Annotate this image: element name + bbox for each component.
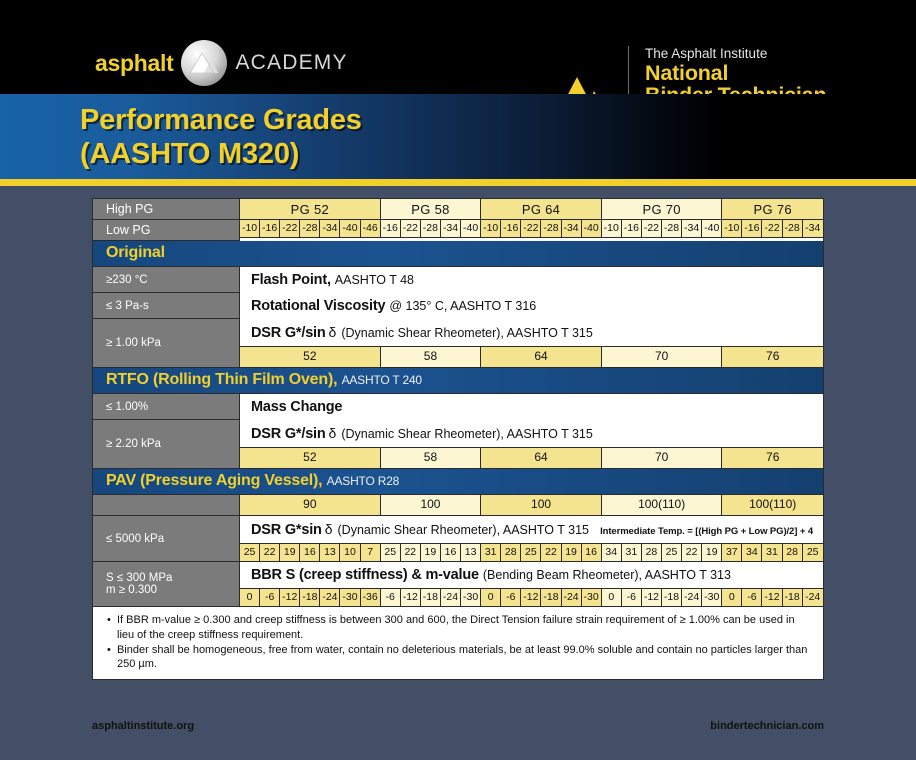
low-pg-cell: -16 bbox=[260, 220, 280, 238]
bbr-temp-cell: -30 bbox=[461, 589, 481, 607]
pav-dsr-temp-cell: 22 bbox=[541, 544, 561, 562]
bbr-temp-cell: -18 bbox=[421, 589, 441, 607]
pav-aging-value-cell: 100 bbox=[481, 495, 602, 516]
grade-group-pg-52: PG 52 bbox=[240, 199, 381, 220]
page-title-line-2: (AASHTO M320) bbox=[80, 137, 300, 170]
flash-point-test bbox=[240, 267, 823, 293]
pav-dsr-temp-cell: 19 bbox=[562, 544, 582, 562]
low-pg-cell: -10 bbox=[722, 220, 742, 238]
program-title-line-1: National bbox=[645, 61, 729, 85]
bbr-temp-cell: -18 bbox=[300, 589, 320, 607]
pav-dsr-temp-cell: 28 bbox=[501, 544, 521, 562]
bbr-temp-cell: -12 bbox=[401, 589, 421, 607]
rtfo-dsr-value-cell: 70 bbox=[602, 448, 723, 469]
row-rtfo-dsr bbox=[93, 420, 823, 469]
original-dsr-value-cell: 76 bbox=[722, 347, 823, 368]
rv-test bbox=[240, 293, 823, 319]
grade-group-pg-64: PG 64 bbox=[481, 199, 602, 220]
delta-symbol: δ bbox=[324, 521, 333, 537]
row-pav-dsr bbox=[93, 516, 823, 562]
performance-grade-table bbox=[92, 198, 824, 680]
bullet-icon: • bbox=[107, 643, 111, 656]
bbr-temp-cell: -12 bbox=[762, 589, 782, 607]
pav-dsr-temp-cell: 28 bbox=[783, 544, 803, 562]
original-dsr-value-cell: 58 bbox=[381, 347, 482, 368]
original-dsr-value-cell: 52 bbox=[240, 347, 381, 368]
bullet-icon: • bbox=[107, 614, 111, 627]
page-title bbox=[80, 104, 362, 171]
rtfo-dsr-spec: ≥ 2.20 kPa bbox=[106, 438, 161, 450]
low-pg-cell: -28 bbox=[662, 220, 682, 238]
flash-point-spec: ≥230 °C bbox=[106, 273, 148, 286]
low-pg-cell: -28 bbox=[300, 220, 320, 238]
footnote-item bbox=[107, 613, 811, 642]
bbr-temp-cell: -6 bbox=[381, 589, 401, 607]
pav-dsr-temperature-row bbox=[240, 544, 823, 562]
delta-symbol: δ bbox=[328, 425, 337, 441]
pav-dsr-temp-cell: 16 bbox=[441, 544, 461, 562]
pav-dsr-temp-cell: 25 bbox=[381, 544, 401, 562]
logo-academy-text: ACADEMY bbox=[235, 51, 348, 74]
original-dsr-name: DSR G*/sin bbox=[251, 325, 326, 341]
rtfo-dsr-test bbox=[240, 420, 823, 448]
low-pg-cell: -22 bbox=[642, 220, 662, 238]
page-title-line-1: Performance Grades bbox=[80, 104, 362, 136]
low-pg-cell: -34 bbox=[441, 220, 461, 238]
row-flash-point bbox=[93, 267, 823, 293]
section-title-pav: PAV (Pressure Aging Vessel), bbox=[106, 472, 323, 489]
rtfo-dsr-value-cell: 76 bbox=[722, 448, 823, 469]
original-dsr-value-cell: 70 bbox=[602, 347, 723, 368]
pav-dsr-temp-cell: 31 bbox=[622, 544, 642, 562]
grade-name-row bbox=[240, 199, 823, 220]
bbr-spec-line-1: S ≤ 300 MPa bbox=[106, 572, 173, 585]
bbr-test bbox=[240, 562, 823, 589]
original-dsr-value-cell: 64 bbox=[481, 347, 602, 368]
pav-dsr-temp-cell: 28 bbox=[642, 544, 662, 562]
mass-change-name: Mass Change bbox=[251, 399, 343, 415]
pav-aging-value-cell: 100(110) bbox=[602, 495, 723, 516]
asphalt-institute-link[interactable]: asphaltinstitute.org bbox=[92, 720, 195, 732]
bbr-temp-cell: -24 bbox=[562, 589, 582, 607]
asphalt-academy-logo bbox=[95, 40, 348, 86]
footnote-item bbox=[107, 643, 811, 672]
bbr-spec-line-2: m ≥ 0.300 bbox=[106, 584, 158, 597]
grade-group-pg-76: PG 76 bbox=[722, 199, 823, 220]
page-footer bbox=[92, 720, 824, 732]
pav-dsr-temp-cell: 25 bbox=[662, 544, 682, 562]
pav-aging-value-cell: 100 bbox=[381, 495, 482, 516]
pav-dsr-test bbox=[240, 516, 823, 544]
pav-dsr-temp-cell: 10 bbox=[340, 544, 360, 562]
pav-dsr-temp-cell: 19 bbox=[702, 544, 722, 562]
rv-name: Rotational Viscosity bbox=[251, 298, 386, 314]
rtfo-dsr-values-row bbox=[240, 448, 823, 469]
bbr-temp-cell: -18 bbox=[662, 589, 682, 607]
rtfo-dsr-value-cell: 52 bbox=[240, 448, 381, 469]
bbr-temp-cell: -30 bbox=[582, 589, 602, 607]
bbr-temp-cell: 0 bbox=[722, 589, 742, 607]
pav-dsr-temp-cell: 13 bbox=[320, 544, 340, 562]
section-header-rtfo bbox=[93, 368, 823, 394]
bbr-temp-cell: -6 bbox=[501, 589, 521, 607]
pav-dsr-standard: (Dynamic Shear Rheometer), AASHTO T 315 bbox=[337, 523, 590, 537]
pav-dsr-temp-cell: 16 bbox=[300, 544, 320, 562]
bbr-name: BBR S (creep stiffness) & m-value bbox=[251, 567, 479, 584]
intermediate-temp-note: Intermediate Temp. = [(High PG + Low PG)/2] + 4 bbox=[600, 526, 813, 537]
rtfo-dsr-value-cell: 58 bbox=[381, 448, 482, 469]
pav-aging-values-row bbox=[240, 495, 823, 516]
low-pg-cell: -22 bbox=[401, 220, 421, 238]
pav-dsr-temp-cell: 19 bbox=[421, 544, 441, 562]
grade-header-block bbox=[93, 199, 823, 241]
low-pg-cell: -28 bbox=[541, 220, 561, 238]
high-pg-label: High PG bbox=[93, 199, 239, 220]
yellow-divider-rule bbox=[0, 179, 916, 186]
bbr-temp-cell: -24 bbox=[682, 589, 702, 607]
low-pg-label: Low PG bbox=[106, 223, 151, 237]
original-dsr-standard: (Dynamic Shear Rheometer), AASHTO T 315 bbox=[341, 326, 593, 340]
flash-point-standard: AASHTO T 48 bbox=[334, 273, 414, 287]
footnote-text-2: Binder shall be homogeneous, free from water, contain no deleterious materials, be at least 99.0% soluble and contain no particles larger than 250 µm. bbox=[117, 643, 808, 671]
bbr-standard: (Bending Beam Rheometer), AASHTO T 313 bbox=[482, 568, 731, 583]
row-mass-change bbox=[93, 394, 823, 420]
pav-dsr-temp-cell: 34 bbox=[742, 544, 762, 562]
bbr-temp-cell: -30 bbox=[702, 589, 722, 607]
original-dsr-test bbox=[240, 319, 823, 347]
bbr-temp-cell: 0 bbox=[481, 589, 501, 607]
pav-dsr-temp-cell: 25 bbox=[521, 544, 541, 562]
bbr-temp-cell: -30 bbox=[340, 589, 360, 607]
low-pg-cell: -46 bbox=[361, 220, 381, 238]
flash-point-name: Flash Point, bbox=[251, 272, 331, 288]
bbr-temp-cell: -24 bbox=[441, 589, 461, 607]
low-pg-cell: -34 bbox=[682, 220, 702, 238]
section-standard-rtfo: AASHTO T 240 bbox=[341, 373, 422, 387]
low-pg-cell: -40 bbox=[702, 220, 722, 238]
bbr-temp-cell: -12 bbox=[521, 589, 541, 607]
low-pg-cell: -22 bbox=[521, 220, 541, 238]
pav-dsr-temp-cell: 22 bbox=[401, 544, 421, 562]
low-pg-cell: -34 bbox=[562, 220, 582, 238]
pav-dsr-temp-cell: 31 bbox=[481, 544, 501, 562]
section-header-pav bbox=[93, 469, 823, 495]
bbr-temp-cell: -18 bbox=[783, 589, 803, 607]
institute-label: The Asphalt Institute bbox=[645, 46, 768, 61]
bbr-temp-cell: -36 bbox=[361, 589, 381, 607]
rv-standard: @ 135° C, AASHTO T 316 bbox=[389, 299, 537, 313]
bbr-temp-cell: -6 bbox=[742, 589, 762, 607]
pav-dsr-temp-cell: 7 bbox=[361, 544, 381, 562]
mass-change-test bbox=[240, 394, 823, 420]
bbr-temp-cell: -6 bbox=[260, 589, 280, 607]
low-pg-cell: -28 bbox=[783, 220, 803, 238]
pav-aging-blank-label bbox=[93, 495, 240, 516]
bbr-temp-cell: -12 bbox=[642, 589, 662, 607]
pav-dsr-temp-cell: 13 bbox=[461, 544, 481, 562]
top-brand-band bbox=[0, 0, 916, 94]
mass-change-spec: ≤ 1.00% bbox=[106, 400, 149, 413]
low-temperature-row bbox=[240, 220, 823, 238]
bbr-temp-cell: -6 bbox=[622, 589, 642, 607]
grade-group-pg-70: PG 70 bbox=[602, 199, 723, 220]
binder-technician-link[interactable]: bindertechnician.com bbox=[710, 720, 824, 732]
low-pg-cell: -22 bbox=[280, 220, 300, 238]
low-pg-cell: -16 bbox=[622, 220, 642, 238]
bbr-temp-cell: -24 bbox=[320, 589, 340, 607]
row-bbr bbox=[93, 562, 823, 607]
row-original-dsr bbox=[93, 319, 823, 368]
bbr-temp-cell: 0 bbox=[240, 589, 260, 607]
low-pg-cell: -22 bbox=[762, 220, 782, 238]
rtfo-dsr-name: DSR G*/sin bbox=[251, 426, 326, 442]
original-dsr-values-row bbox=[240, 347, 823, 368]
section-header-original bbox=[93, 241, 823, 267]
delta-symbol: δ bbox=[328, 324, 337, 340]
low-pg-cell: -10 bbox=[481, 220, 501, 238]
low-pg-cell: -16 bbox=[742, 220, 762, 238]
bbr-temp-cell: -18 bbox=[541, 589, 561, 607]
row-pav-aging-temps bbox=[93, 495, 823, 516]
low-pg-cell: -40 bbox=[461, 220, 481, 238]
low-pg-cell: -40 bbox=[582, 220, 602, 238]
section-standard-pav: AASHTO R28 bbox=[326, 474, 400, 488]
table-footnotes bbox=[93, 607, 823, 679]
mountain-triangle-icon bbox=[181, 40, 227, 86]
grade-group-pg-58: PG 58 bbox=[381, 199, 482, 220]
bbr-temp-cell: -12 bbox=[280, 589, 300, 607]
pav-dsr-temp-cell: 34 bbox=[602, 544, 622, 562]
original-dsr-spec: ≥ 1.00 kPa bbox=[106, 337, 161, 349]
low-pg-cell: -10 bbox=[602, 220, 622, 238]
pav-dsr-name: DSR G*sin bbox=[251, 522, 322, 538]
footnote-text-1: If BBR m-value ≥ 0.300 and creep stiffness is between 300 and 600, the Direct Tension failure strain requirement of ≥ 1.00% can be used in lieu of the creep stiffness requirement. bbox=[117, 614, 795, 641]
bbr-temp-cell: 0 bbox=[602, 589, 622, 607]
pav-dsr-temp-cell: 37 bbox=[722, 544, 742, 562]
pav-dsr-temp-cell: 22 bbox=[682, 544, 702, 562]
pav-dsr-temp-cell: 19 bbox=[280, 544, 300, 562]
low-pg-cell: -10 bbox=[240, 220, 260, 238]
bbr-temperature-row bbox=[240, 589, 823, 607]
rtfo-dsr-value-cell: 64 bbox=[481, 448, 602, 469]
low-pg-cell: -16 bbox=[501, 220, 521, 238]
row-rotational-viscosity bbox=[93, 293, 823, 319]
pav-aging-value-cell: 90 bbox=[240, 495, 381, 516]
low-pg-cell: -34 bbox=[320, 220, 340, 238]
pav-dsr-temp-cell: 31 bbox=[762, 544, 782, 562]
pav-dsr-temp-cell: 25 bbox=[803, 544, 823, 562]
pav-aging-value-cell: 100(110) bbox=[722, 495, 823, 516]
section-title-original: Original bbox=[106, 244, 165, 261]
pav-dsr-temp-cell: 16 bbox=[582, 544, 602, 562]
low-pg-cell: -40 bbox=[340, 220, 360, 238]
low-pg-cell: -16 bbox=[381, 220, 401, 238]
pav-dsr-spec: ≤ 5000 kPa bbox=[106, 532, 165, 545]
low-pg-cell: -34 bbox=[803, 220, 823, 238]
low-pg-cell: -28 bbox=[421, 220, 441, 238]
pav-dsr-temp-cell: 22 bbox=[260, 544, 280, 562]
rv-spec: ≤ 3 Pa-s bbox=[106, 299, 149, 312]
section-title-rtfo: RTFO (Rolling Thin Film Oven), bbox=[106, 371, 338, 388]
pav-dsr-temp-cell: 25 bbox=[240, 544, 260, 562]
rtfo-dsr-standard: (Dynamic Shear Rheometer), AASHTO T 315 bbox=[341, 427, 593, 441]
bbr-temp-cell: -24 bbox=[803, 589, 823, 607]
logo-wordmark: asphalt bbox=[95, 49, 174, 76]
